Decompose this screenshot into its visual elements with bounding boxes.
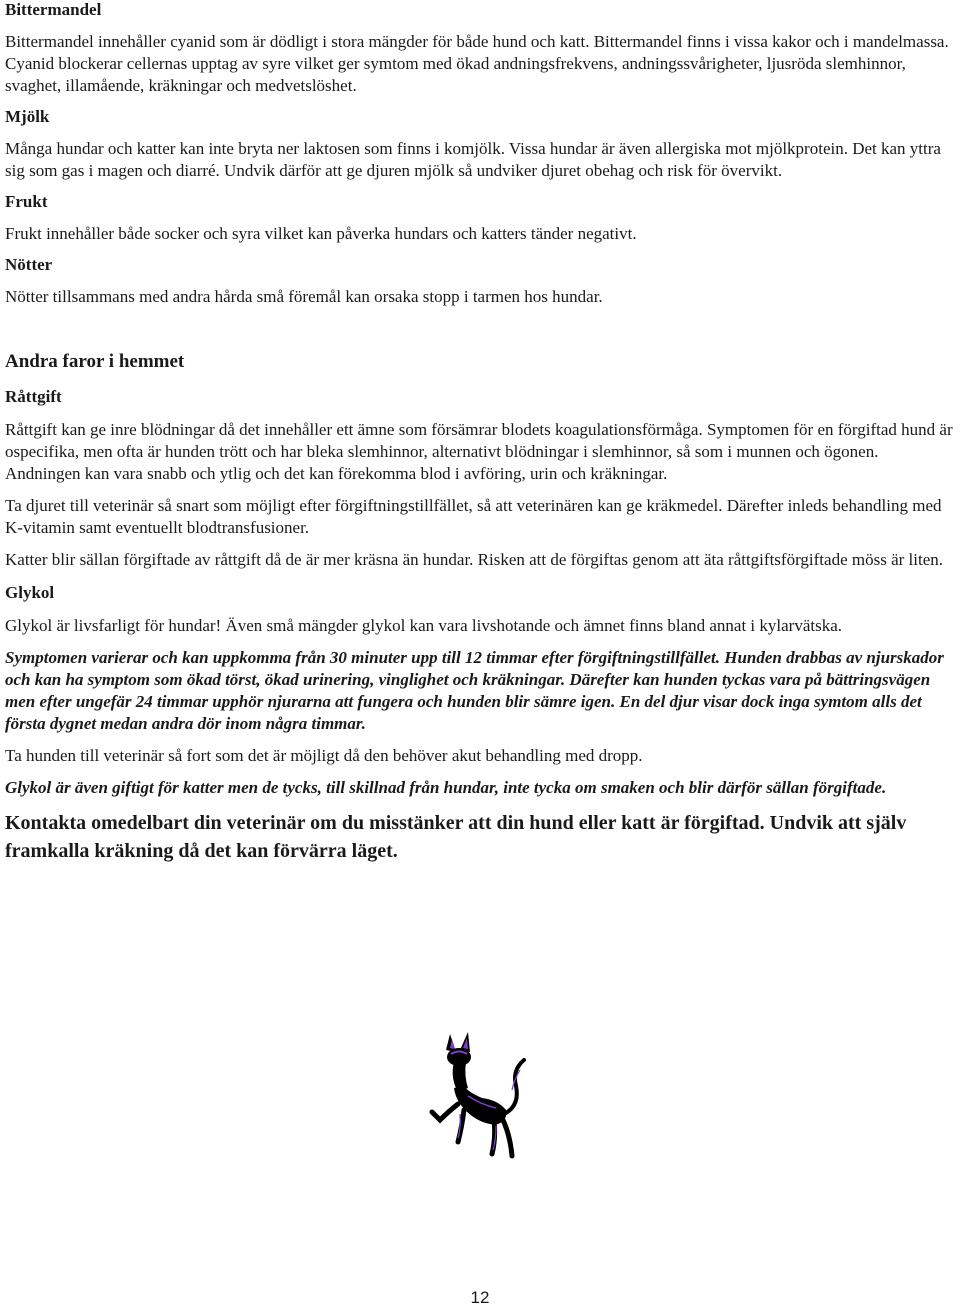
glykol-text-3: Ta hunden till veterinär så fort som det är möjligt då den behöver akut behandling med dropp. <box>5 746 643 765</box>
glykol-heading: Glykol <box>5 583 55 602</box>
black-cat-icon <box>424 1030 528 1180</box>
rattgift-text-2: Ta djuret till veterinär så snart som möjligt efter förgiftningstillfället, så att veterinären kan ge kräkmedel. Därefter inleds behandling med K-vitamin samt eventuellt blodtransfusioner. <box>5 496 942 537</box>
frukt-heading: Frukt <box>5 192 48 211</box>
glykol-text-4: Glykol är även giftigt för katter men de tycks, till skillnad från hundar, inte tycka om smaken och blir därför sällan förgiftade. <box>5 778 887 797</box>
rattgift-text-3: Katter blir sällan förgiftade av råttgift då de är mer kräsna än hundar. Risken att de förgiftas genom att äta råttgiftsförgiftade möss är liten. <box>5 550 943 569</box>
andra-faror-heading: Andra faror i hemmet <box>5 351 185 372</box>
glykol-text-2: Symptomen varierar och kan uppkomma från 30 minuter upp till 12 timmar efter förgiftningstillfället. Hunden drabbas av njurskador och kan ha symptom som ökad törst, ökad urinering, vinglighet och kräkningar. Därefter kan hunden tyckas vara på bättringsvägen men efter ungefär 24 timmar upphör njurarna att fungera och hunden blir sämre igen. En del djur visar dock inga symtom alls det första dygnet medan andra dör inom några timmar. <box>5 648 944 733</box>
bittermandel-heading: Bittermandel <box>5 0 102 19</box>
frukt-text: Frukt innehåller både socker och syra vilket kan påverka hundars och katters tänder negativt. <box>5 224 637 243</box>
warning-text: Kontakta omedelbart din veterinär om du misstänker att din hund eller katt är förgiftad. Undvik att själv framkalla kräkning då det kan förvärra läget. <box>5 812 907 862</box>
mjolk-text: Många hundar och katter kan inte bryta ner laktosen som finns i komjölk. Vissa hundar är även allergiska mot mjölkprotein. Det kan yttra sig som gas i magen och diarré. Undvik därför att ge djuren mjölk så undviker djuret obehag och risk för övervikt. <box>5 139 941 180</box>
notter-heading: Nötter <box>5 255 53 274</box>
notter-text: Nötter tillsammans med andra hårda små föremål kan orsaka stopp i tarmen hos hundar. <box>5 287 603 306</box>
page-number: 12 <box>470 1288 490 1307</box>
glykol-text-1: Glykol är livsfarligt för hundar! Även små mängder glykol kan vara livshotande och ämnet finns bland annat i kylarvätska. <box>5 616 843 635</box>
rattgift-text-1: Råttgift kan ge inre blödningar då det innehåller ett ämne som försämrar blodets koagulationsförmåga. Symptomen för en förgiftad hund är ospecifika, men ofta är hunden trött och har bleka slemhinnor, alternativt blödningar i slemhinnor, så som i munnen och ögonen. Andningen kan vara snabb och ytlig och det kan förekomma blod i avföring, urin och kräkningar. <box>5 420 953 483</box>
rattgift-heading: Råttgift <box>5 387 62 406</box>
document-page <box>5 0 955 865</box>
bittermandel-text: Bittermandel innehåller cyanid som är dödligt i stora mängder för både hund och katt. Bittermandel finns i vissa kakor och i mandelmassa. Cyanid blockerar cellernas upptag av syre vilket ger symtom med ökad andningsfrekvens, andningssvårigheter, ljusröda slemhinnor, svaghet, illamående, kräkningar och medvetslöshet. <box>5 32 949 95</box>
mjolk-heading: Mjölk <box>5 107 50 126</box>
